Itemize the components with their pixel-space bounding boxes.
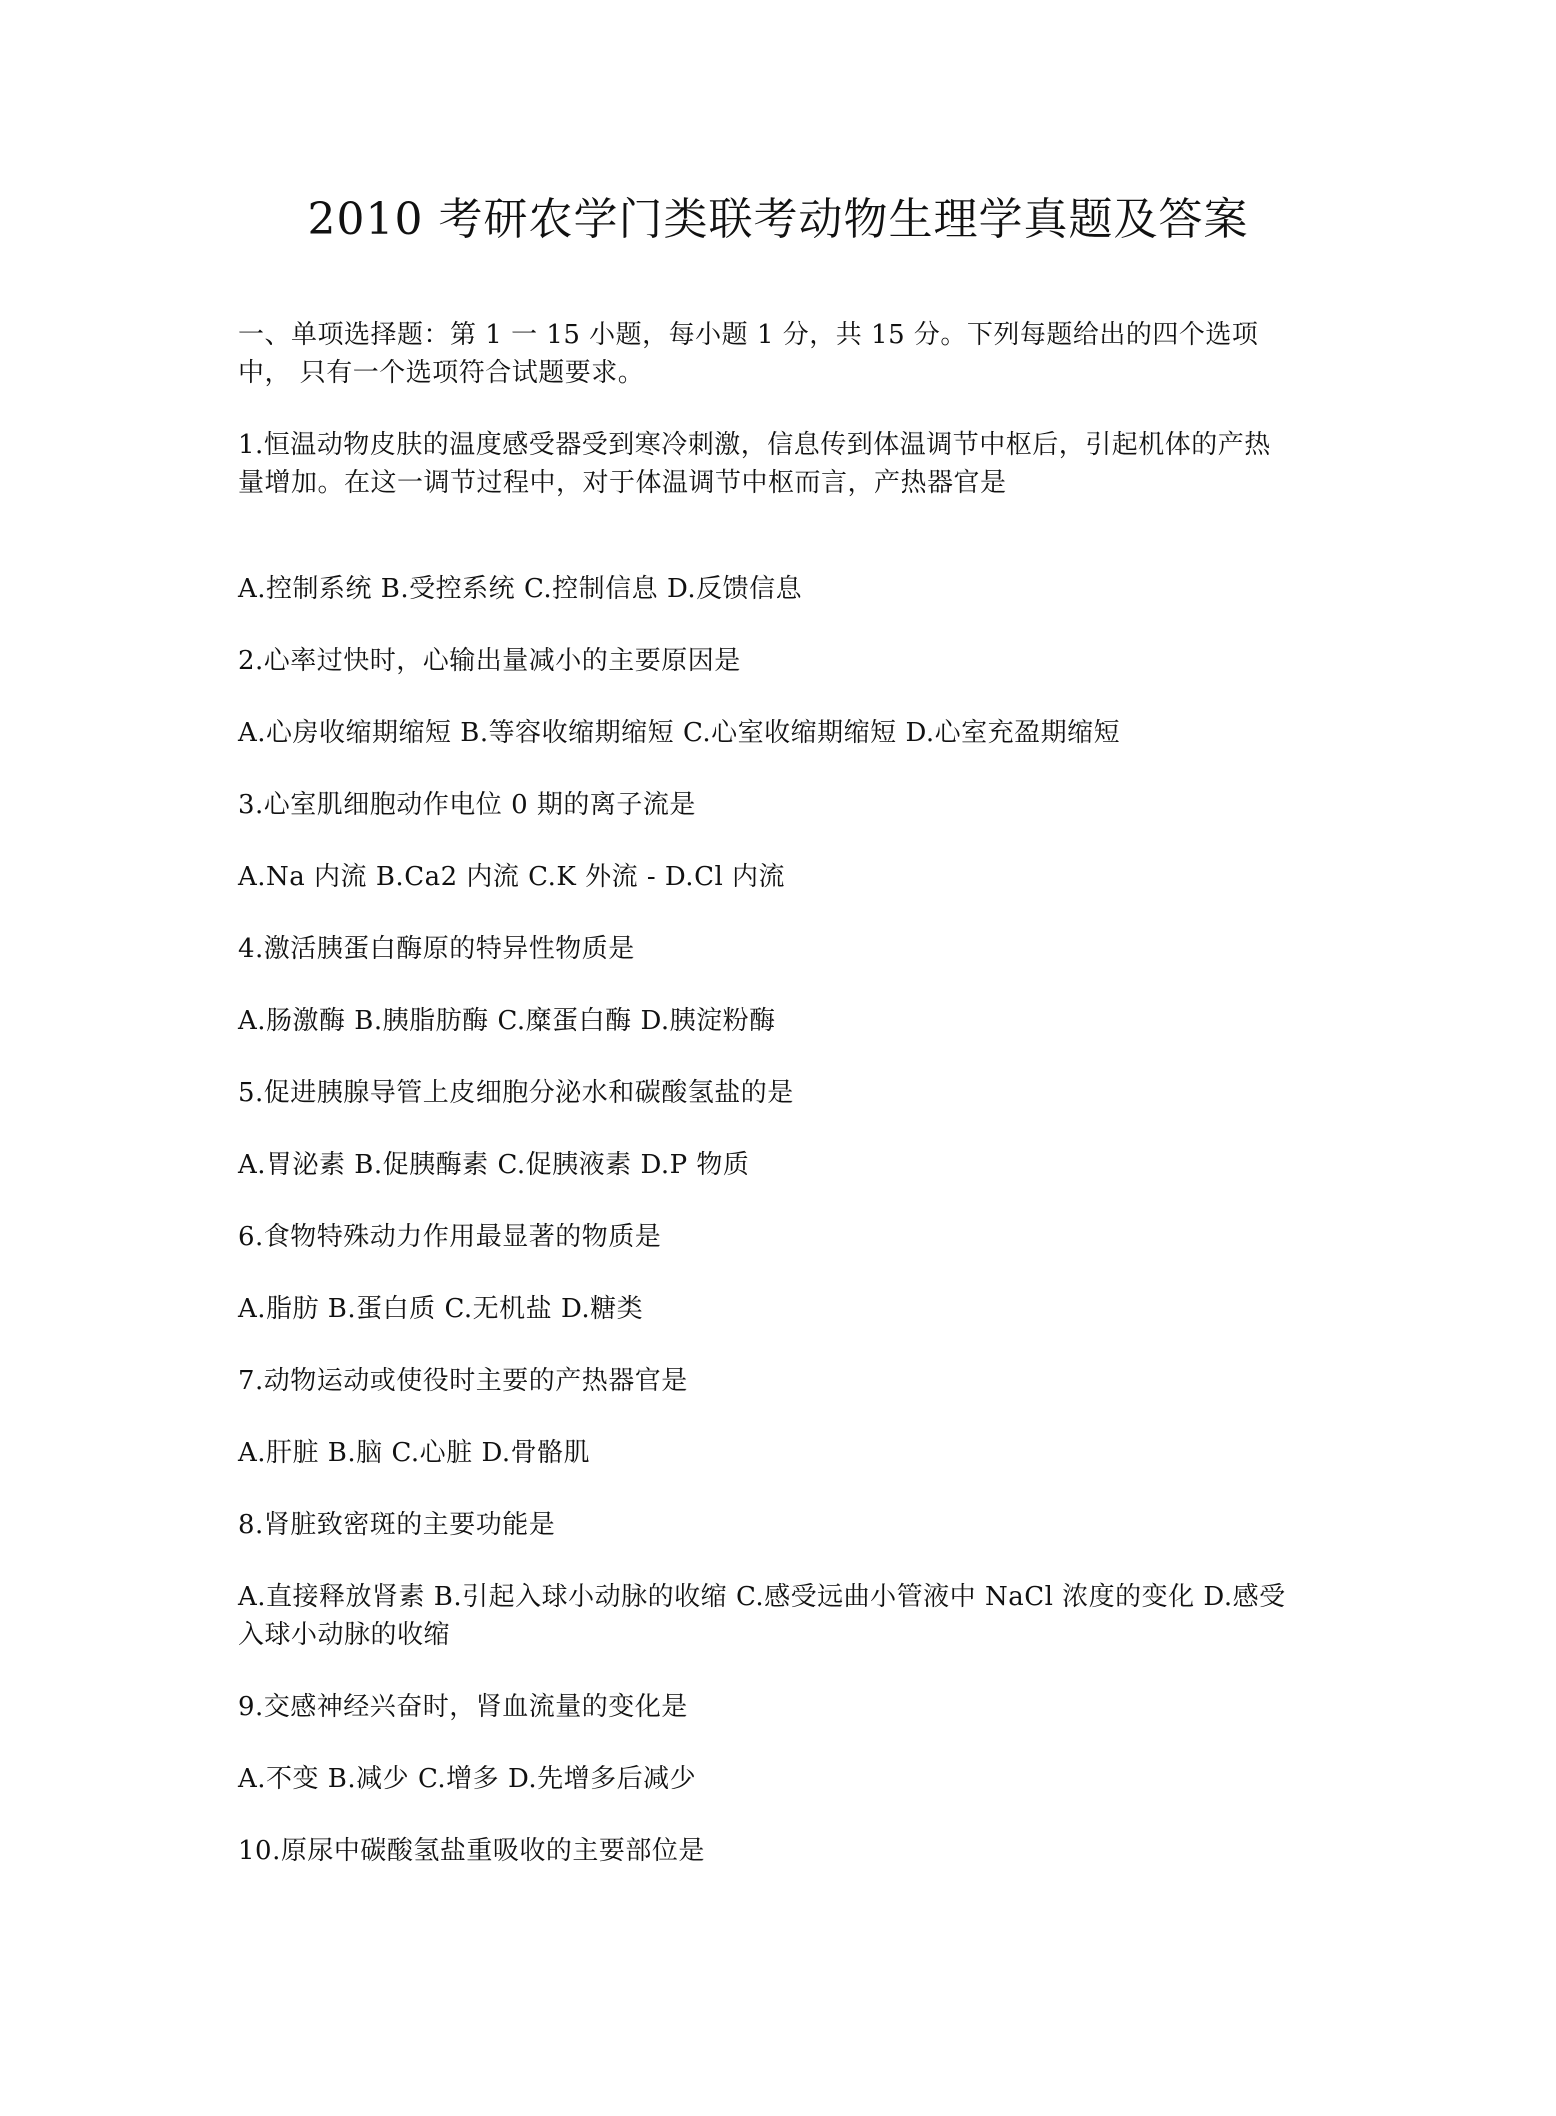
question-6-stem: 6.食物特殊动力作用最显著的物质是: [238, 1222, 662, 1252]
section-intro: 一、单项选择题：第 1 一 15 小题，每小题 1 分，共 15 分。下列每题给出的四个选项中， 只有一个选项符合试题要求。: [238, 320, 1259, 388]
question-9-stem: 9.交感神经兴奋时，肾血流量的变化是: [238, 1692, 688, 1722]
question-6-options: A.脂肪 B.蛋白质 C.无机盐 D.糖类: [238, 1294, 644, 1324]
question-1-stem: 1.恒温动物皮肤的温度感受器受到寒冷刺激，信息传到体温调节中枢后，引起机体的产热 量增加。在这一调节过程中，对于体温调节中枢而言，产热器官是: [238, 430, 1271, 498]
question-7-stem: 7.动物运动或使役时主要的产热器官是: [238, 1366, 688, 1396]
question-10-stem: 10.原尿中碳酸氢盐重吸收的主要部位是: [238, 1836, 705, 1866]
question-5-stem: 5.促进胰腺导管上皮细胞分泌水和碳酸氢盐的是: [238, 1078, 794, 1108]
question-3-stem: 3.心室肌细胞动作电位 0 期的离子流是: [238, 790, 696, 820]
question-1-options: A.控制系统 B.受控系统 C.控制信息 D.反馈信息: [238, 574, 803, 604]
question-9-options: A.不变 B.减少 C.增多 D.先增多后减少: [238, 1764, 697, 1794]
question-7-options: A.肝脏 B.脑 C.心脏 D.骨骼肌: [238, 1438, 591, 1468]
question-2-stem: 2.心率过快时，心输出量减小的主要原因是: [238, 646, 741, 676]
document-title: 2010 考研农学门类联考动物生理学真题及答案: [307, 194, 1249, 245]
question-8-stem: 8.肾脏致密斑的主要功能是: [238, 1510, 556, 1540]
question-8-options: A.直接释放肾素 B.引起入球小动脉的收缩 C.感受远曲小管液中 NaCl 浓度的变化 D.感受入球小动脉的收缩: [238, 1582, 1286, 1650]
question-4-stem: 4.激活胰蛋白酶原的特异性物质是: [238, 934, 635, 964]
document-body: [238, 316, 1298, 1904]
question-5-options: A.胃泌素 B.促胰酶素 C.促胰液素 D.P 物质: [238, 1150, 750, 1180]
question-2-options: A.心房收缩期缩短 B.等容收缩期缩短 C.心室收缩期缩短 D.心室充盈期缩短: [238, 718, 1121, 748]
question-4-options: A.肠激酶 B.胰脂肪酶 C.糜蛋白酶 D.胰淀粉酶: [238, 1006, 776, 1036]
question-3-options: A.Na 内流 B.Ca2 内流 C.K 外流 - D.Cl 内流: [238, 862, 786, 892]
